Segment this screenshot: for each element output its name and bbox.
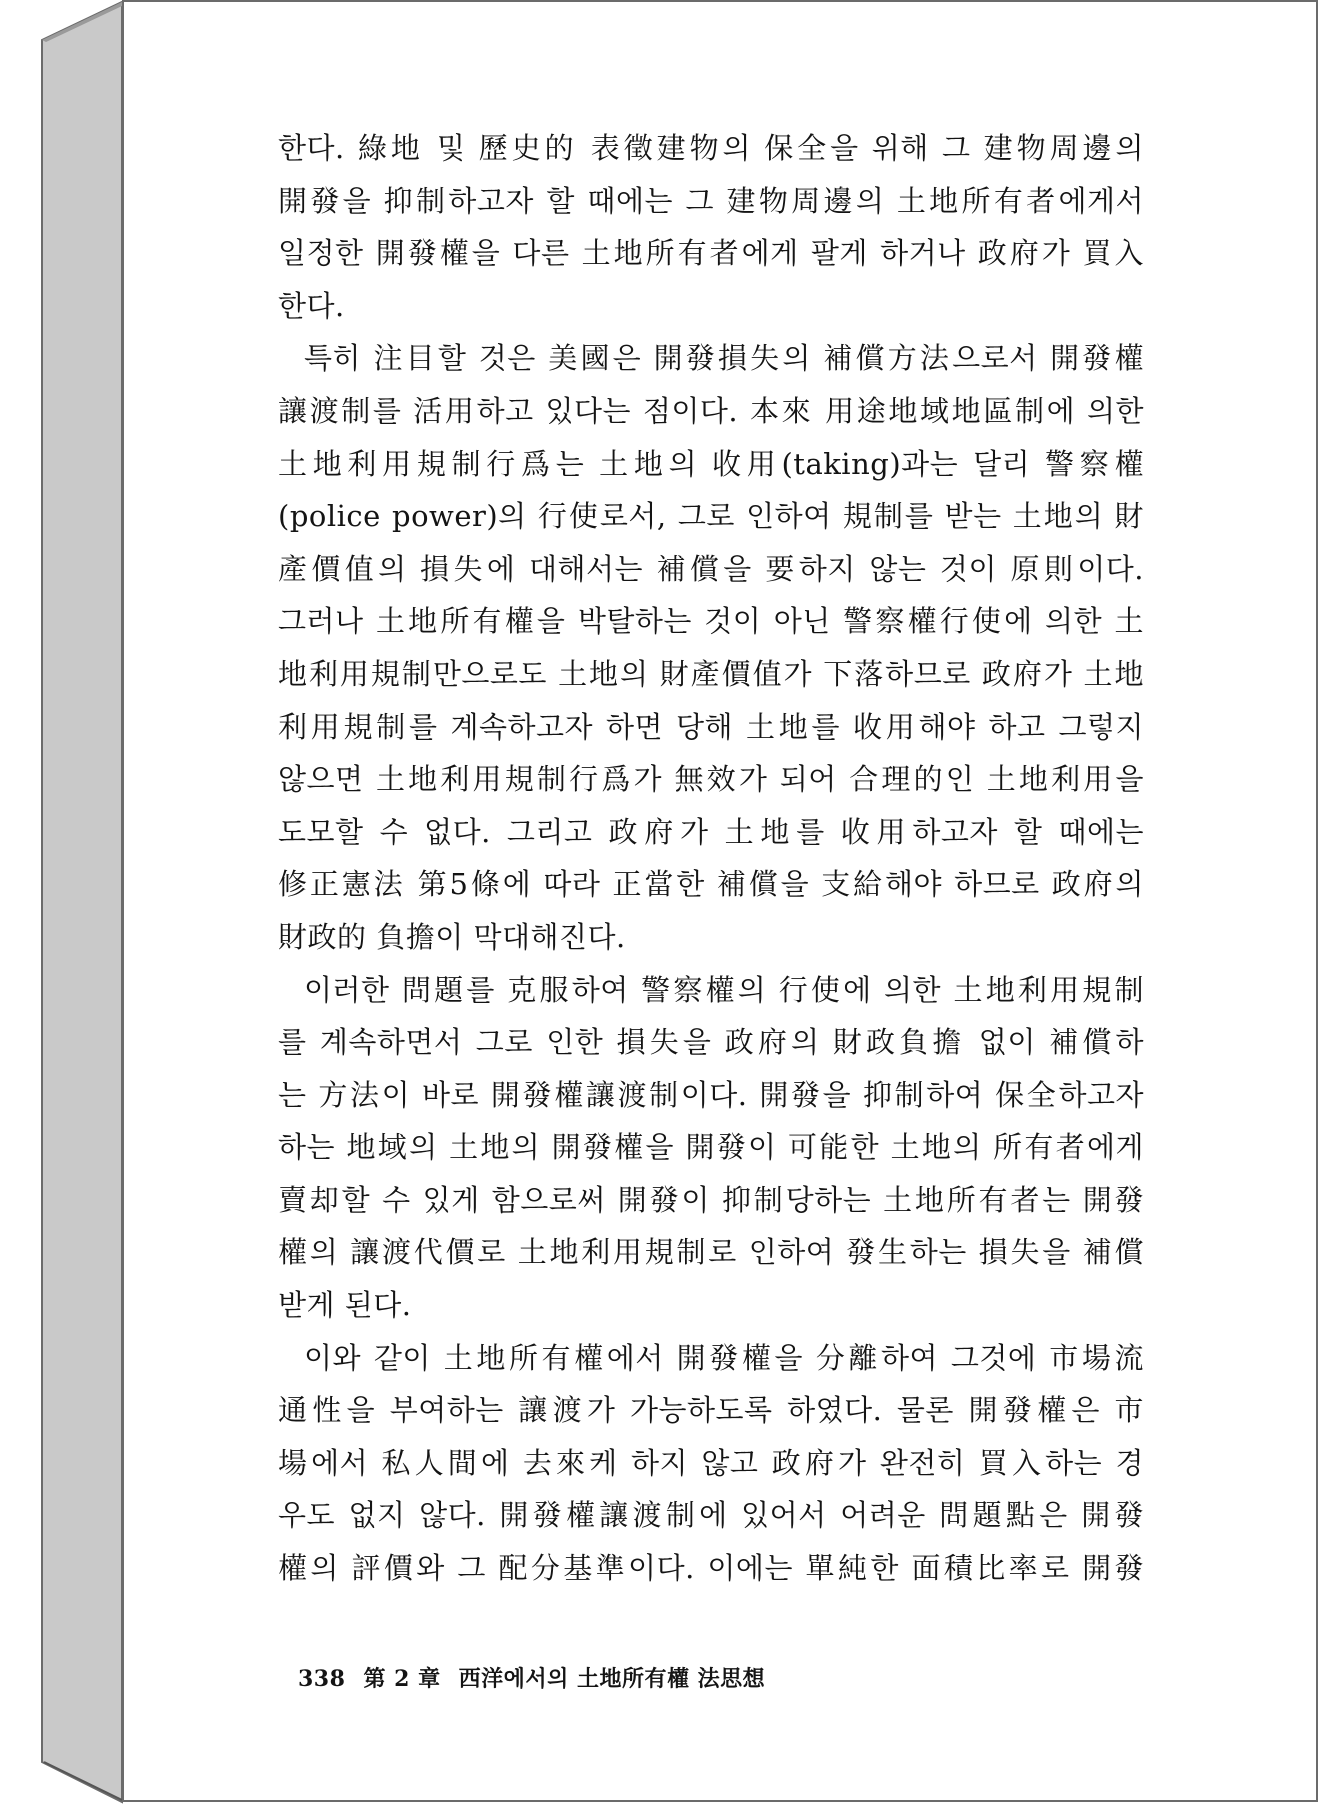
text-line: 그러나 土地所有權을 박탈하는 것이 아닌 警察權行使에 의한 土 — [278, 604, 1144, 639]
text-line: 이와 같이 土地所有權에서 開發權을 分離하여 그것에 市場流 — [304, 1340, 1144, 1375]
text-line: 修正憲法 第5條에 따라 正當한 補償을 支給해야 하므로 政府의 — [278, 867, 1144, 902]
text-line: 開發을 抑制하고자 할 때에는 그 建物周邊의 土地所有者에게서 — [278, 183, 1144, 218]
text-line: 받게 된다. — [278, 1288, 412, 1323]
chapter-label: 第 2 章 — [363, 1666, 441, 1692]
text-line: 地利用規制만으로도 土地의 財產價值가 下落하므로 政府가 土地 — [278, 656, 1144, 691]
text-line: 產價值의 損失에 대해서는 補償을 要하지 않는 것이 原則이다. — [278, 551, 1144, 586]
text-line: 않으면 土地利用規制行爲가 無效가 되어 合理的인 土地利用을 — [278, 762, 1144, 797]
text-line: 는 方法이 바로 開發權讓渡制이다. 開發을 抑制하여 保全하고자 — [278, 1077, 1144, 1112]
text-line: 場에서 私人間에 去來케 하지 않고 政府가 완전히 買入하는 경 — [278, 1445, 1144, 1480]
text-line: 權의 讓渡代價로 土地利用規制로 인하여 發生하는 損失을 補償 — [278, 1235, 1144, 1270]
text-line: 土地利用規制行爲는 土地의 收用(taking)과는 달리 警察權 — [278, 446, 1144, 481]
text-line: 일정한 開發權을 다른 土地所有者에게 팔게 하거나 政府가 買入 — [278, 236, 1144, 271]
text-line: 를 계속하면서 그로 인한 損失을 政府의 財政負擔 없이 補償하 — [278, 1025, 1144, 1060]
text-line: 利用規制를 계속하고자 하면 당해 土地를 收用해야 하고 그렇지 — [278, 709, 1144, 744]
text-line: 讓渡制를 活用하고 있다는 점이다. 本來 用途地域地區制에 의한 — [278, 393, 1144, 428]
text-line: 賣却할 수 있게 함으로써 開發이 抑制당하는 土地所有者는 開發 — [278, 1182, 1144, 1217]
text-line: 하는 地域의 土地의 開發權을 開發이 可能한 土地의 所有者에게 — [278, 1130, 1144, 1165]
page-footer — [298, 1662, 783, 1693]
text-line: 權의 評價와 그 配分基準이다. 이에는 單純한 面積比率로 開發 — [278, 1551, 1144, 1586]
text-line: (police power)의 行使로서, 그로 인하여 規制를 받는 土地의 財 — [278, 499, 1144, 534]
text-line: 우도 없지 않다. 開發權讓渡制에 있어서 어려운 問題點은 開發 — [278, 1498, 1144, 1533]
chapter-title: 西洋에서의 土地所有權 法思想 — [458, 1666, 766, 1692]
text-line: 이러한 問題를 克服하여 警察權의 行使에 의한 土地利用規制 — [304, 972, 1144, 1007]
text-line: 도모할 수 없다. 그리고 政府가 土地를 收用하고자 할 때에는 — [278, 814, 1144, 849]
body-text — [278, 122, 1144, 1595]
text-line: 특히 注目할 것은 美國은 開發損失의 補償方法으로서 開發權 — [304, 341, 1144, 376]
text-line: 한다. 綠地 및 歷史的 表徵建物의 保全을 위해 그 建物周邊의 — [278, 131, 1144, 165]
text-line: 財政的 負擔이 막대해진다. — [278, 919, 626, 954]
text-line: 한다. — [278, 288, 345, 323]
text-line: 通性을 부여하는 讓渡가 가능하도록 하였다. 물론 開發權은 市 — [278, 1393, 1144, 1428]
page-number: 338 — [298, 1666, 346, 1692]
